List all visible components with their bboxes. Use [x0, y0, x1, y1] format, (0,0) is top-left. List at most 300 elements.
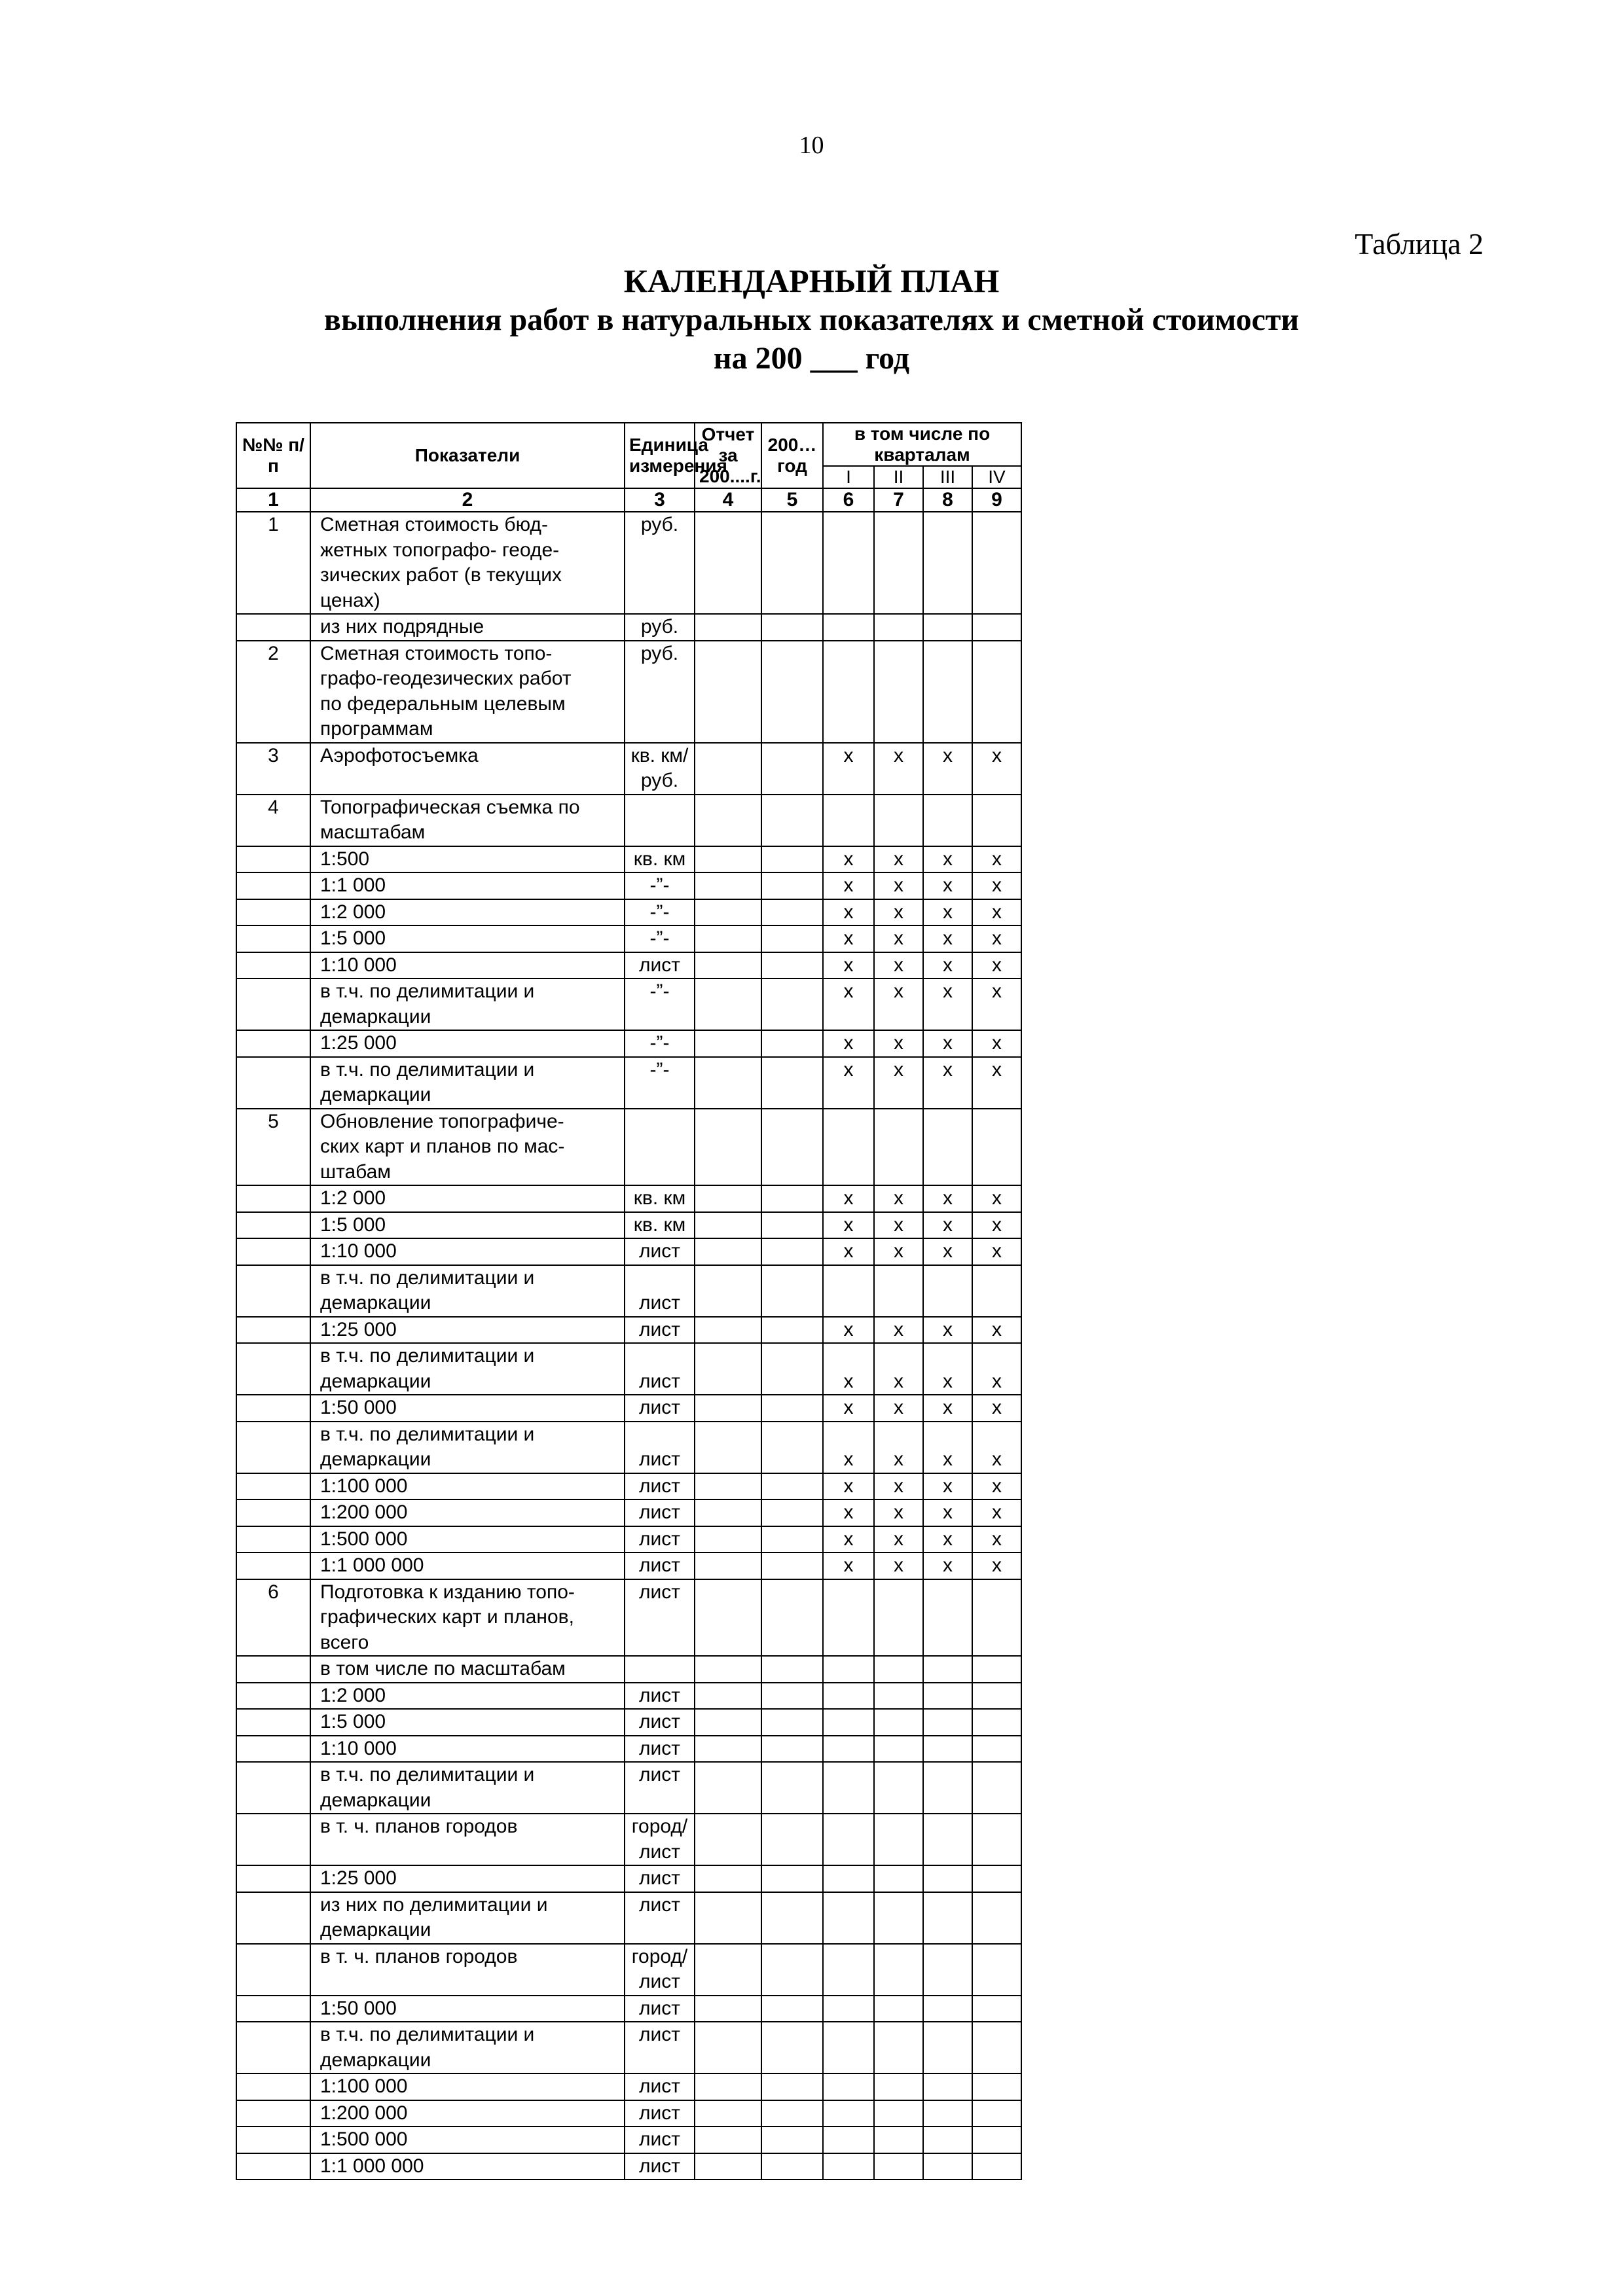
row-quarter-4: х [972, 1185, 1021, 1212]
column-number-row [236, 488, 1399, 512]
row-report [695, 1317, 761, 1344]
row-year [761, 795, 823, 846]
row-report [695, 1709, 761, 1736]
row-unit: лист [625, 1579, 695, 1657]
row-quarter-4 [972, 1683, 1021, 1710]
row-unit [625, 795, 695, 846]
row-year [761, 1944, 823, 1996]
row-report [695, 1656, 761, 1683]
table-row [236, 512, 1399, 614]
row-indicator [310, 1473, 625, 1500]
row-quarter-2 [874, 2126, 923, 2153]
row-number [236, 1395, 310, 1422]
indicator-line: программам [320, 718, 433, 740]
row-quarter-4 [972, 1892, 1021, 1944]
row-quarter-2: х [874, 1473, 923, 1500]
row-report [695, 1996, 761, 2022]
row-number [236, 614, 310, 641]
row-quarter-4: х [972, 872, 1021, 899]
indicator-line: в т.ч. по делимитации и [320, 1423, 535, 1445]
row-number [236, 1552, 310, 1579]
header-indicator: Показатели [310, 423, 625, 488]
row-quarter-4 [972, 1265, 1021, 1317]
row-indicator [310, 952, 625, 979]
row-quarter-2 [874, 1944, 923, 1996]
row-quarter-4 [972, 1656, 1021, 1683]
row-unit: лист [625, 1395, 695, 1422]
row-indicator [310, 1238, 625, 1265]
table-row [236, 978, 1399, 1030]
table-row [236, 1656, 1399, 1683]
row-quarter-4 [972, 1736, 1021, 1763]
indicator-line: 1:500 000 [320, 2128, 408, 2150]
table-row [236, 641, 1399, 743]
row-quarter-3: х [923, 1395, 972, 1422]
row-quarter-4: х [972, 1473, 1021, 1500]
row-quarter-4 [972, 512, 1021, 614]
indicator-line: в т.ч. по делимитации и [320, 1764, 535, 1785]
row-quarter-3 [923, 1762, 972, 1814]
row-number [236, 1996, 310, 2022]
row-unit: лист [625, 1499, 695, 1526]
row-indicator [310, 978, 625, 1030]
indicator-line: 1:1 000 [320, 874, 386, 896]
row-quarter-4 [972, 1996, 1021, 2022]
row-report [695, 1736, 761, 1763]
row-quarter-3: х [923, 1317, 972, 1344]
row-number [236, 952, 310, 979]
row-report [695, 1814, 761, 1865]
row-quarter-1: х [823, 1526, 874, 1553]
indicator-line: 1:5 000 [320, 1213, 386, 1236]
row-unit: руб. [625, 641, 695, 743]
row-indicator [310, 1185, 625, 1212]
row-quarter-3: х [923, 1030, 972, 1057]
row-year [761, 1343, 823, 1395]
row-report [695, 899, 761, 926]
indicator-line: 1:2 000 [320, 901, 386, 923]
row-number [236, 1212, 310, 1239]
row-number [236, 846, 310, 873]
indicator-line: в т. ч. планов городов [320, 1816, 518, 1837]
row-number [236, 1736, 310, 1763]
indicator-line: демаркации [320, 1448, 431, 1470]
row-indicator [310, 1057, 625, 1109]
row-quarter-2: х [874, 978, 923, 1030]
table-row [236, 1212, 1399, 1239]
indicator-line: 1:200 000 [320, 2102, 408, 2124]
row-unit: город/лист [625, 1944, 695, 1996]
row-year [761, 1865, 823, 1892]
table-row [236, 1526, 1399, 1553]
column-number: 5 [761, 488, 823, 512]
indicator-line: зических работ (в текущих [320, 564, 562, 586]
indicator-line: в т.ч. по делимитации и [320, 1058, 535, 1081]
row-quarter-2 [874, 1656, 923, 1683]
row-quarter-2 [874, 614, 923, 641]
row-quarter-2: х [874, 1030, 923, 1057]
row-quarter-2 [874, 641, 923, 743]
row-quarter-3 [923, 2153, 972, 2180]
row-quarter-3: х [923, 952, 972, 979]
row-quarter-1: х [823, 1317, 874, 1344]
indicator-line: Сметная стоимость топо- [320, 642, 553, 664]
row-quarter-3 [923, 1865, 972, 1892]
row-number: 2 [236, 641, 310, 743]
column-number: 7 [874, 488, 923, 512]
row-indicator [310, 512, 625, 614]
table-row [236, 1892, 1399, 1944]
row-quarter-2: х [874, 1526, 923, 1553]
row-year [761, 1709, 823, 1736]
calendar-plan-table [236, 422, 1400, 2180]
table-row [236, 2073, 1399, 2100]
row-year [761, 1552, 823, 1579]
row-indicator [310, 1736, 625, 1763]
row-number [236, 1709, 310, 1736]
indicator-line: в т.ч. по делимитации и [320, 980, 535, 1002]
row-quarter-4 [972, 2153, 1021, 2180]
header-year: 200…год [761, 423, 823, 488]
row-quarter-1: х [823, 952, 874, 979]
row-report [695, 2153, 761, 2180]
row-quarter-1: х [823, 978, 874, 1030]
row-indicator [310, 1109, 625, 1186]
row-number [236, 1762, 310, 1814]
row-quarter-1 [823, 1683, 874, 1710]
row-quarter-2 [874, 2022, 923, 2073]
row-unit: лист [625, 1473, 695, 1500]
row-quarter-2 [874, 1996, 923, 2022]
row-quarter-3 [923, 512, 972, 614]
row-year [761, 641, 823, 743]
row-quarter-2 [874, 1762, 923, 1814]
row-unit: лист [625, 1343, 695, 1395]
table-row [236, 899, 1399, 926]
row-unit: -”- [625, 872, 695, 899]
row-report [695, 1265, 761, 1317]
row-quarter-4: х [972, 1526, 1021, 1553]
row-number [236, 925, 310, 952]
table-row [236, 1185, 1399, 1212]
row-unit: -”- [625, 899, 695, 926]
table-row [236, 1109, 1399, 1186]
row-unit: лист [625, 2153, 695, 2180]
row-year [761, 2153, 823, 2180]
row-quarter-1 [823, 1709, 874, 1736]
table-row [236, 1762, 1399, 1814]
row-number [236, 1030, 310, 1057]
row-quarter-2: х [874, 872, 923, 899]
row-quarter-1: х [823, 1552, 874, 1579]
row-quarter-3: х [923, 978, 972, 1030]
row-number: 3 [236, 743, 310, 795]
row-year [761, 925, 823, 952]
row-unit: кв. км/руб. [625, 743, 695, 795]
indicator-line: 1:5 000 [320, 927, 386, 949]
row-year [761, 978, 823, 1030]
row-indicator [310, 872, 625, 899]
row-quarter-4: х [972, 925, 1021, 952]
row-quarter-3 [923, 1109, 972, 1186]
row-indicator [310, 1762, 625, 1814]
row-quarter-4 [972, 795, 1021, 846]
indicator-line: Обновление топографиче- [320, 1110, 564, 1132]
row-quarter-4 [972, 1944, 1021, 1996]
indicator-line: графо-геодезических работ [320, 668, 572, 689]
row-quarter-1 [823, 641, 874, 743]
row-unit: лист [625, 1265, 695, 1317]
row-report [695, 2073, 761, 2100]
row-number [236, 899, 310, 926]
row-report [695, 1473, 761, 1500]
row-unit: лист [625, 1736, 695, 1763]
row-quarter-2 [874, 512, 923, 614]
row-quarter-3 [923, 795, 972, 846]
row-quarter-2 [874, 1736, 923, 1763]
row-number [236, 1814, 310, 1865]
indicator-line: Топографическая съемка по [320, 796, 580, 818]
row-report [695, 512, 761, 614]
row-quarter-4: х [972, 1395, 1021, 1422]
indicator-line: демаркации [320, 1919, 431, 1941]
indicator-line: ценах) [320, 589, 380, 611]
indicator-line: 1:10 000 [320, 1240, 397, 1262]
row-quarter-1: х [823, 1499, 874, 1526]
row-quarter-1 [823, 1944, 874, 1996]
header-num: №№ п/п [236, 423, 310, 488]
row-unit: лист [625, 2126, 695, 2153]
row-quarter-3 [923, 1892, 972, 1944]
row-year [761, 1473, 823, 1500]
indicator-line: 1:100 000 [320, 1475, 408, 1497]
row-quarter-4: х [972, 899, 1021, 926]
row-year [761, 1265, 823, 1317]
row-unit: лист [625, 1762, 695, 1814]
row-quarter-3: х [923, 846, 972, 873]
row-unit: лист [625, 2022, 695, 2073]
row-indicator [310, 743, 625, 795]
row-quarter-2 [874, 1709, 923, 1736]
table-row [236, 2126, 1399, 2153]
row-number [236, 1238, 310, 1265]
row-quarter-4 [972, 641, 1021, 743]
row-indicator [310, 1709, 625, 1736]
row-year [761, 512, 823, 614]
column-number: 2 [310, 488, 625, 512]
row-indicator [310, 2022, 625, 2073]
row-unit: руб. [625, 512, 695, 614]
row-quarter-3: х [923, 1185, 972, 1212]
row-unit: кв. км [625, 1185, 695, 1212]
row-quarter-4: х [972, 1422, 1021, 1473]
row-report [695, 1422, 761, 1473]
row-report [695, 1499, 761, 1526]
row-year [761, 1814, 823, 1865]
row-report [695, 1683, 761, 1710]
row-quarter-3: х [923, 872, 972, 899]
indicator-line: Сметная стоимость бюд- [320, 514, 548, 535]
row-year [761, 1499, 823, 1526]
row-quarter-4: х [972, 1212, 1021, 1239]
row-indicator [310, 1892, 625, 1944]
header-q1: I [823, 466, 874, 488]
row-year [761, 1212, 823, 1239]
row-number [236, 2073, 310, 2100]
row-quarter-2 [874, 1892, 923, 1944]
indicator-line: штабам [320, 1160, 391, 1183]
row-quarter-1 [823, 2022, 874, 2073]
indicator-line: 1:25 000 [320, 1867, 397, 1889]
row-quarter-1: х [823, 743, 874, 795]
row-quarter-1 [823, 1892, 874, 1944]
indicator-line: жетных топографо- геоде- [320, 539, 560, 561]
indicator-line: Подготовка к изданию топо- [320, 1581, 575, 1603]
row-year [761, 899, 823, 926]
row-quarter-4 [972, 2022, 1021, 2073]
row-year [761, 614, 823, 641]
row-quarter-3: х [923, 1526, 972, 1553]
row-indicator [310, 1814, 625, 1865]
indicator-line: 1:1 000 000 [320, 1554, 424, 1576]
row-quarter-1 [823, 2153, 874, 2180]
row-quarter-3 [923, 1736, 972, 1763]
row-number [236, 1865, 310, 1892]
row-quarter-1 [823, 795, 874, 846]
row-quarter-3 [923, 2073, 972, 2100]
row-year [761, 2126, 823, 2153]
indicator-line: по федеральным целевым [320, 692, 566, 715]
row-quarter-1: х [823, 1422, 874, 1473]
row-year [761, 1395, 823, 1422]
row-number [236, 1683, 310, 1710]
table-row [236, 1944, 1399, 1996]
row-year [761, 1526, 823, 1553]
indicator-line: демаркации [320, 1292, 431, 1314]
indicator-line: графических карт и планов, [320, 1606, 574, 1628]
row-indicator [310, 1422, 625, 1473]
indicator-line: 1:5 000 [320, 1711, 386, 1732]
indicator-line: 1:100 000 [320, 2075, 408, 2097]
row-report [695, 795, 761, 846]
row-unit: лист [625, 1892, 695, 1944]
row-quarter-1 [823, 1265, 874, 1317]
indicator-line: в т. ч. планов городов [320, 1945, 518, 1967]
indicator-line: демаркации [320, 2049, 431, 2071]
row-quarter-3 [923, 614, 972, 641]
row-year [761, 1109, 823, 1186]
table-row [236, 1499, 1399, 1526]
row-quarter-4 [972, 1762, 1021, 1814]
title-line-1: КАЛЕНДАРНЫЙ ПЛАН [623, 262, 1000, 299]
indicator-line: из них подрядные [320, 616, 484, 637]
row-report [695, 978, 761, 1030]
row-quarter-4: х [972, 978, 1021, 1030]
row-unit: лист [625, 1683, 695, 1710]
table-row [236, 1552, 1399, 1579]
row-quarter-1: х [823, 846, 874, 873]
indicator-line: демаркации [320, 1005, 431, 1028]
row-number [236, 1526, 310, 1553]
row-year [761, 952, 823, 979]
indicator-line: демаркации [320, 1789, 431, 1811]
indicator-line: в том числе по масштабам [320, 1658, 566, 1679]
header-q4: IV [972, 466, 1021, 488]
column-number: 1 [236, 488, 310, 512]
row-quarter-4 [972, 1579, 1021, 1657]
table-row [236, 1736, 1399, 1763]
row-quarter-4 [972, 2126, 1021, 2153]
row-number [236, 1057, 310, 1109]
row-quarter-3 [923, 2126, 972, 2153]
row-quarter-4 [972, 1109, 1021, 1186]
row-quarter-1: х [823, 1030, 874, 1057]
row-report [695, 1552, 761, 1579]
row-year [761, 1057, 823, 1109]
row-quarter-3: х [923, 1552, 972, 1579]
title-line-2: выполнения работ в натуральных показателях и сметной стоимости [323, 302, 1300, 337]
table-row [236, 1683, 1399, 1710]
row-number [236, 1473, 310, 1500]
row-quarter-3 [923, 1944, 972, 1996]
row-quarter-3 [923, 1579, 972, 1657]
row-quarter-3 [923, 1656, 972, 1683]
row-unit: -”- [625, 925, 695, 952]
row-quarter-3: х [923, 1473, 972, 1500]
row-number [236, 2126, 310, 2153]
row-quarter-4: х [972, 846, 1021, 873]
row-quarter-1: х [823, 1395, 874, 1422]
header-report: Отчет за 200....г. [695, 423, 761, 488]
row-unit: город/лист [625, 1814, 695, 1865]
row-number [236, 1265, 310, 1317]
row-quarter-1 [823, 1865, 874, 1892]
table-row [236, 2022, 1399, 2073]
row-indicator [310, 2153, 625, 2180]
table-row [236, 925, 1399, 952]
row-unit [625, 1109, 695, 1186]
row-quarter-3: х [923, 1422, 972, 1473]
row-quarter-2: х [874, 1185, 923, 1212]
row-number [236, 1343, 310, 1395]
row-year [761, 872, 823, 899]
row-unit: лист [625, 1552, 695, 1579]
row-quarter-3: х [923, 925, 972, 952]
row-quarter-3: х [923, 1343, 972, 1395]
row-report [695, 2126, 761, 2153]
table-body [236, 512, 1399, 2179]
row-quarter-4: х [972, 1317, 1021, 1344]
row-quarter-1 [823, 1579, 874, 1657]
row-unit: -”- [625, 1057, 695, 1109]
indicator-line: Аэрофотосъемка [320, 744, 479, 766]
row-quarter-3 [923, 2022, 972, 2073]
row-report [695, 1057, 761, 1109]
row-number [236, 1944, 310, 1996]
column-number: 6 [823, 488, 874, 512]
table-row [236, 1865, 1399, 1892]
row-year [761, 1683, 823, 1710]
row-quarter-1: х [823, 1185, 874, 1212]
indicator-line: 1:2 000 [320, 1187, 386, 1209]
row-report [695, 1238, 761, 1265]
row-indicator [310, 2100, 625, 2127]
indicator-line: 1:200 000 [320, 1501, 408, 1523]
row-indicator [310, 1656, 625, 1683]
row-year [761, 1422, 823, 1473]
row-quarter-2 [874, 2100, 923, 2127]
indicator-line: 1:10 000 [320, 954, 397, 976]
